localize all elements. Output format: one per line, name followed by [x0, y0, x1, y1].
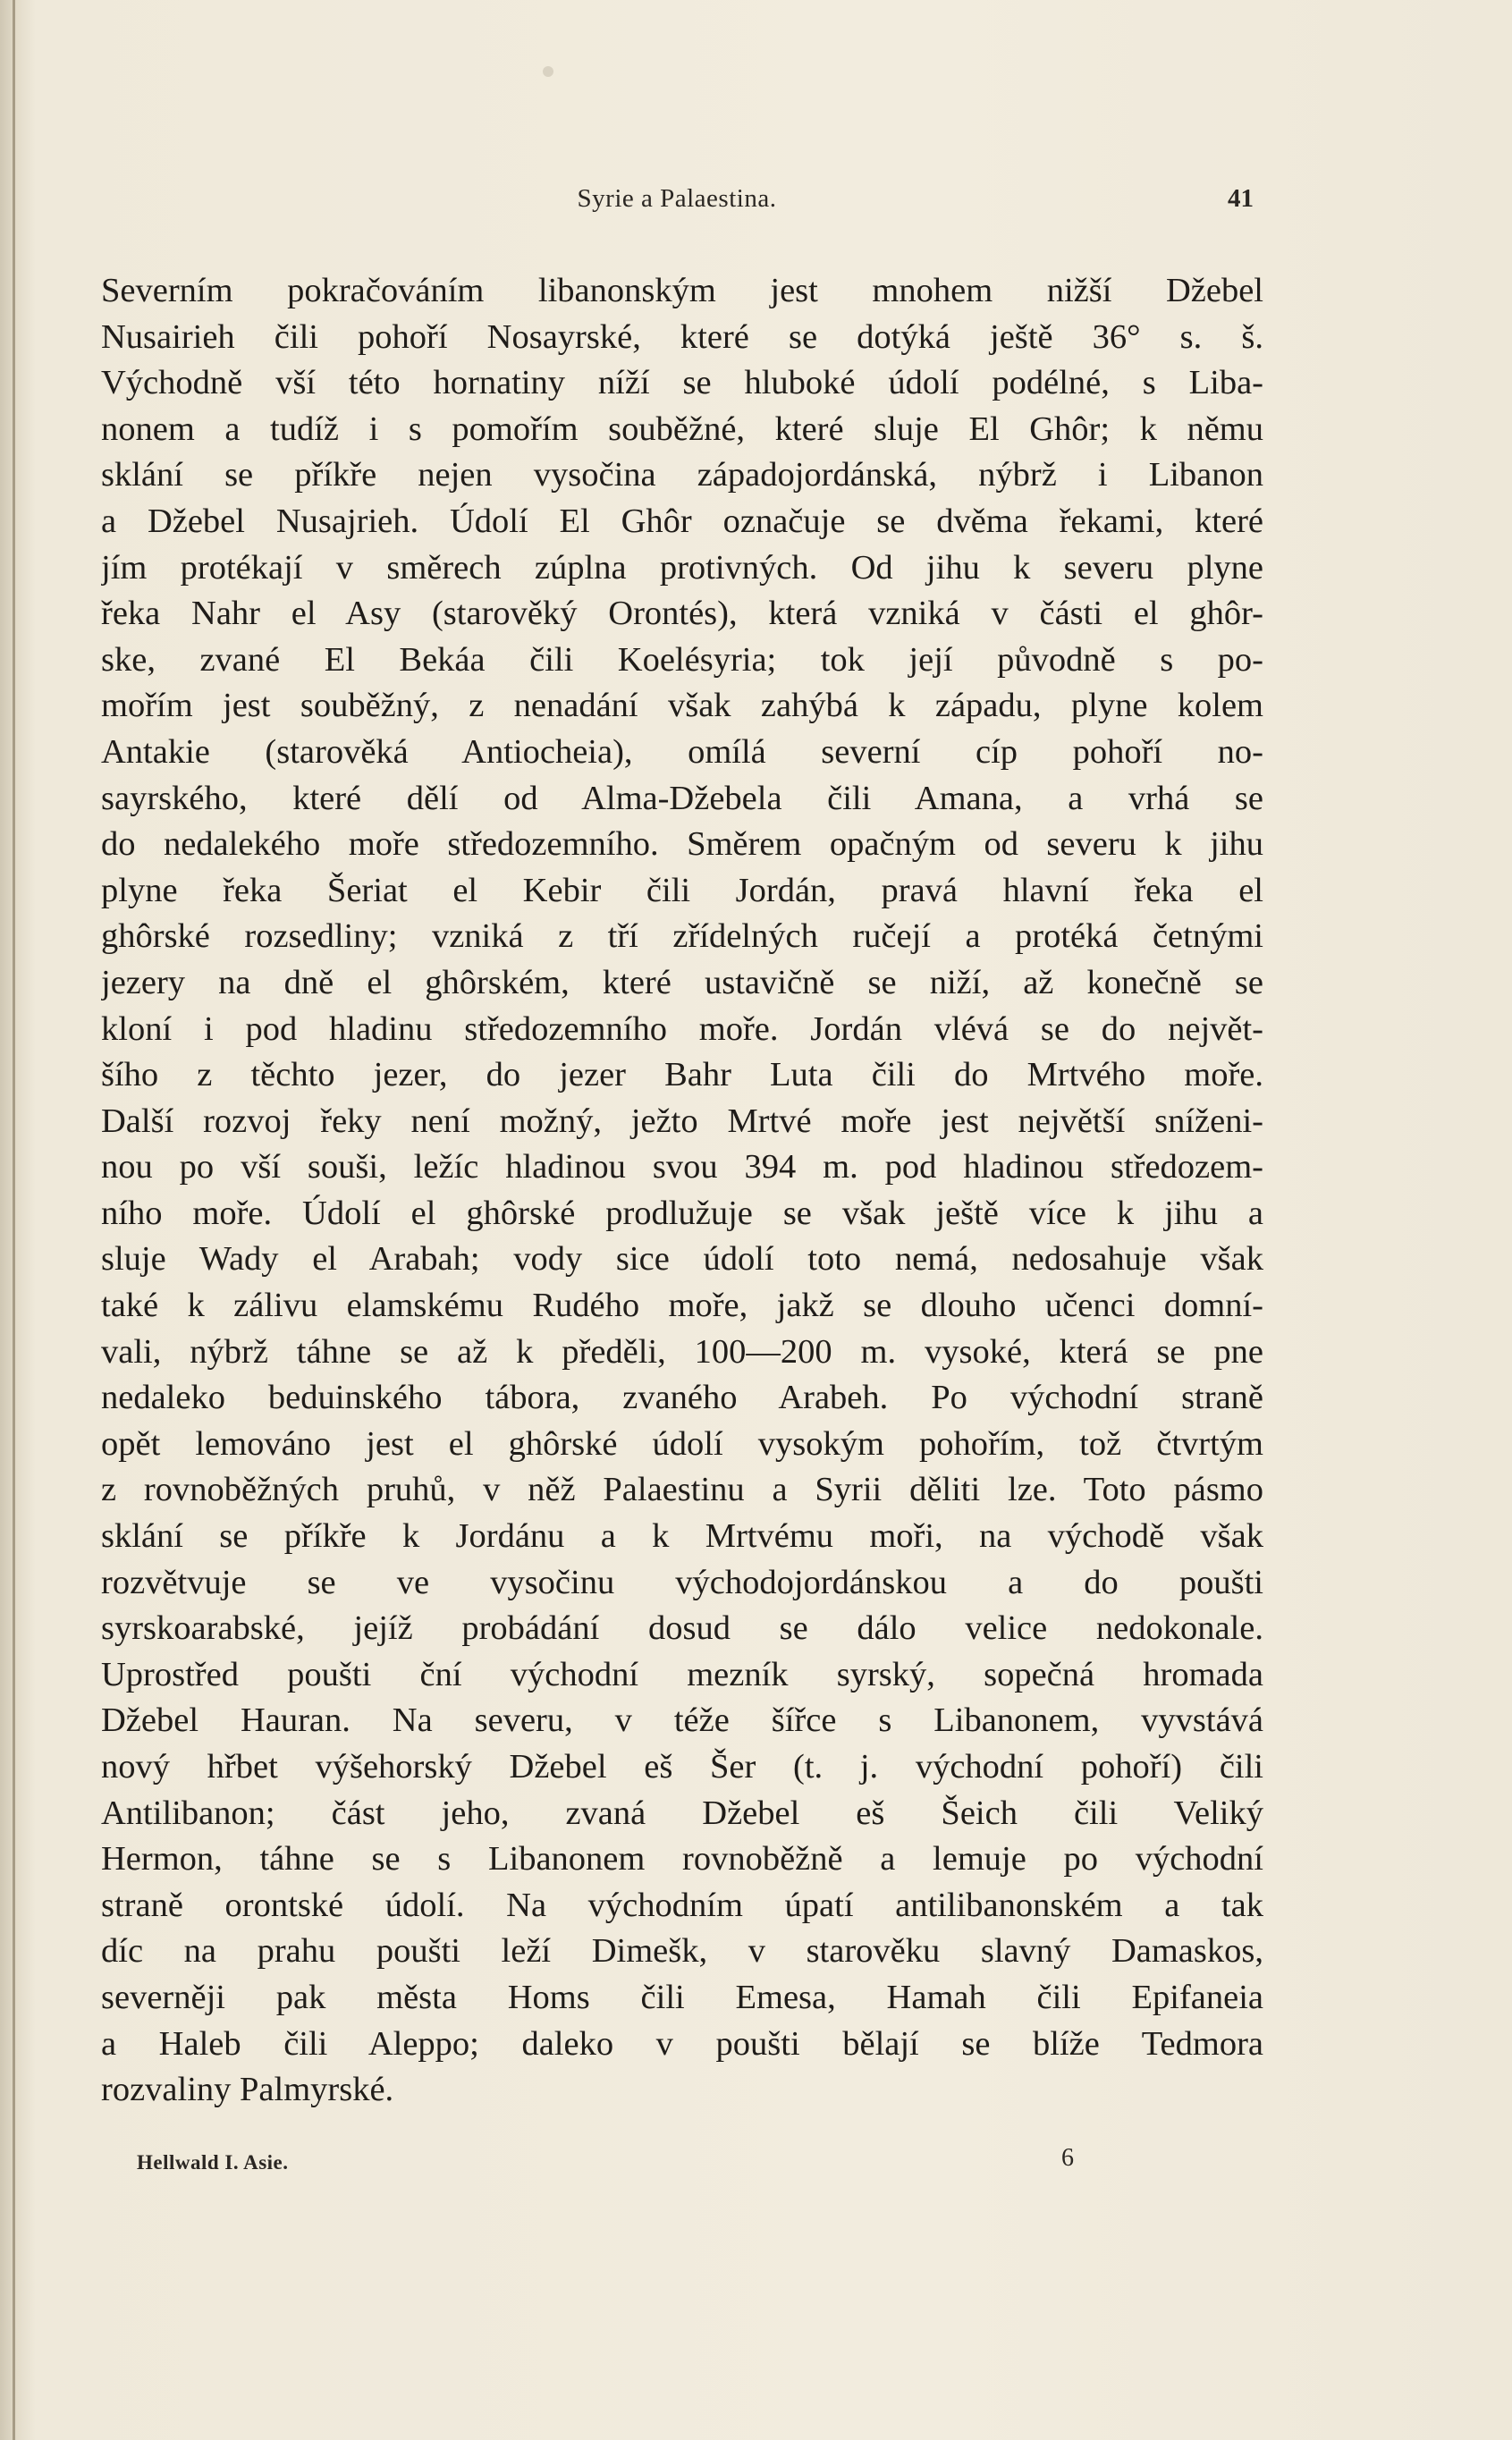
- text-line: a Džebel Nusajrieh. Údolí El Ghôr označuje se dvěma řekami, které: [101, 502, 1263, 540]
- text-line: Další rozvoj řeky není možný, ježto Mrtvé moře jest největší sníženi-: [101, 1102, 1263, 1140]
- footer-sheet-number: 6: [1061, 2144, 1074, 2172]
- text-line: šího z těchto jezer, do jezer Bahr Luta čili do Mrtvého moře.: [101, 1056, 1263, 1094]
- running-header: [100, 184, 1254, 220]
- text-line: kloní i pod hladinu středozemního moře. Jordán vlévá se do největ-: [101, 1009, 1263, 1048]
- text-line: Nusairieh čili pohoří Nosayrské, které se dotýká ještě 36° s. š.: [101, 317, 1263, 356]
- paper-speck: [543, 66, 553, 77]
- text-line: díc na prahu poušti leží Dimešk, v starověku slavný Damaskos,: [101, 1932, 1263, 1971]
- text-line: nedaleko beduinského tábora, zvaného Arabeh. Po východní straně: [101, 1379, 1263, 1417]
- text-line: ního moře. Údolí el ghôrské prodlužuje se však ještě více k jihu a: [101, 1194, 1263, 1232]
- text-line: mořím jest souběžný, z nenadání však zahýbá k západu, plyne kolem: [101, 687, 1263, 725]
- text-line-last: rozvaliny Palmyrské.: [101, 2071, 394, 2109]
- text-line: nou po vší souši, ležíc hladinou svou 394 m. pod hladinou středozem-: [101, 1148, 1263, 1186]
- text-line: rozvětvuje se ve vysočinu východojordánskou a do poušti: [101, 1563, 1263, 1601]
- footer-signature: Hellwald I. Asie.: [137, 2151, 289, 2174]
- text-line: Severním pokračováním libanonským jest mnohem nižší Džebel: [101, 272, 1263, 309]
- text-line: Antakie (starověká Antiocheia), omílá severní cíp pohoří no-: [101, 732, 1263, 771]
- text-line: Antilibanon; část jeho, zvaná Džebel eš Šeich čili Veliký: [101, 1794, 1263, 1832]
- text-line: a Haleb čili Aleppo; daleko v poušti bělají se blíže Tedmora: [101, 2024, 1263, 2063]
- text-line: Východně vší této hornatiny níží se hluboké údolí podélné, s Liba-: [101, 364, 1263, 402]
- text-line: také k zálivu elamskému Rudého moře, jakž se dlouho učenci domní-: [101, 1287, 1263, 1325]
- text-line: sluje Wady el Arabah; vody sice údolí toto nemá, nedosahuje však: [101, 1240, 1263, 1279]
- text-line: jezery na dně el ghôrském, které ustavičně se niží, až konečně se: [101, 963, 1263, 1001]
- text-line: jím protékají v směrech zúplna protivných. Od jihu k severu plyne: [101, 548, 1263, 587]
- text-line: opět lemováno jest el ghôrské údolí vysokým pohořím, tož čtvrtým: [101, 1424, 1263, 1463]
- text-line: ghôrské rozsedliny; vzniká z tří zřídelných ručejí a protéká četnými: [101, 917, 1263, 956]
- running-title: Syrie a Palaestina.: [577, 184, 777, 213]
- text-line: nonem a tudíž i s pomořím souběžné, které sluje El Ghôr; k němu: [101, 409, 1263, 448]
- text-line: plyne řeka Šeriat el Kebir čili Jordán, pravá hlavní řeka el: [101, 871, 1263, 909]
- text-line: ske, zvané El Bekáa čili Koelésyria; tok její původně s po-: [101, 640, 1263, 679]
- text-line: Džebel Hauran. Na severu, v téže šířce s Libanonem, vyvstává: [101, 1701, 1263, 1740]
- page-number: 41: [1228, 184, 1254, 213]
- text-line: sklání se příkře nejen vysočina západojordánská, nýbrž i Libanon: [101, 456, 1263, 494]
- text-line: nový hřbet výšehorský Džebel eš Šer (t. j. východní pohoří) čili: [101, 1748, 1263, 1786]
- text-line: sayrského, které dělí od Alma-Džebela čili Amana, a vrhá se: [101, 779, 1263, 817]
- text-line: sklání se příkře k Jordánu a k Mrtvému moři, na východě však: [101, 1517, 1263, 1556]
- text-line: z rovnoběžných pruhů, v něž Palaestinu a Syrii děliti lze. Toto pásmo: [101, 1471, 1263, 1509]
- text-line: severněji pak města Homs čili Emesa, Hamah čili Epifaneia: [101, 1978, 1263, 2016]
- text-line: straně orontské údolí. Na východním úpatí antilibanonském a tak: [101, 1886, 1263, 1924]
- page-spine-edge: [13, 0, 15, 2440]
- text-line: vali, nýbrž táhne se až k předěli, 100—200 m. vysoké, která se pne: [101, 1332, 1263, 1371]
- page-footer: [137, 2144, 1085, 2180]
- text-line: řeka Nahr el Asy (starověký Orontés), která vzniká v části el ghôr-: [101, 595, 1263, 633]
- text-line: do nedalekého moře středozemního. Směrem opačným od severu k jihu: [101, 825, 1263, 864]
- body-text: [101, 268, 1263, 2114]
- text-line: syrskoarabské, jejíž probádání dosud se dálo velice nedokonale.: [101, 1609, 1263, 1648]
- text-line: Uprostřed poušti ční východní mezník syrský, sopečná hromada: [101, 1655, 1263, 1693]
- text-line: Hermon, táhne se s Libanonem rovnoběžně a lemuje po východní: [101, 1840, 1263, 1879]
